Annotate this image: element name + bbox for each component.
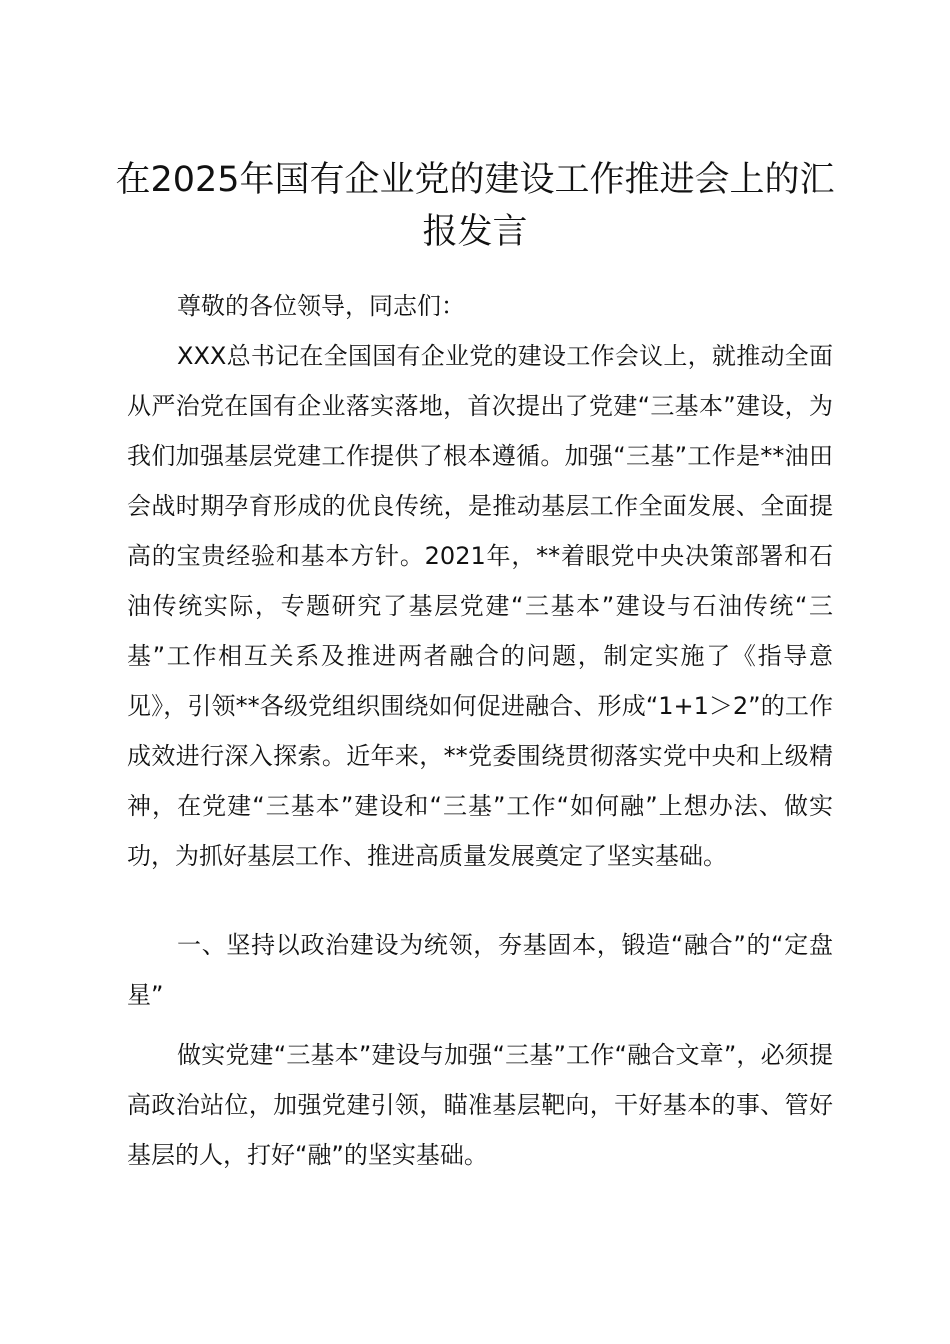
- document-title: 在2025年国有企业党的建设工作推进会上的汇报发言: [115, 160, 835, 252]
- paragraph-section-one: 做实党建“三基本”建设与加强“三基”工作“融合文章”，必须提高政治站位，加强党建引领，瞄准基层靶向，干好基本的事、管好基层的人，打好“融”的坚实基础。: [127, 1041, 833, 1169]
- paragraph-intro: XXX总书记在全国国有企业党的建设工作会议上，就推动全面从严治党在国有企业落实落地，首次提出了党建“三基本”建设，为我们加强基层党建工作提供了根本遵循。加强“三基”工作是**油田会战时期孕育形成的优良传统，是推动基层工作全面发展、全面提高的宝贵经验和基本方针。2021年，**着眼党中央决策部署和石油传统实际，专题研究了基层党建“三基本”建设与石油传统“三基”工作相互关系及推进两者融合的问题，制定实施了《指导意见》，引领**各级党组织围绕如何促进融合、形成“1+1＞2”的工作成效进行深入探索。近年来，**党委围绕贯彻落实党中央和上级精神，在党建“三基本”建设和“三基”工作“如何融”上想办法、做实功，为抓好基层工作、推进高质量发展奠定了坚实基础。: [127, 342, 833, 870]
- section-heading: 一、坚持以政治建设为统领，夯基固本，锻造“融合”的“定盘星”: [127, 931, 833, 1009]
- greeting: 尊敬的各位领导，同志们：: [177, 292, 465, 320]
